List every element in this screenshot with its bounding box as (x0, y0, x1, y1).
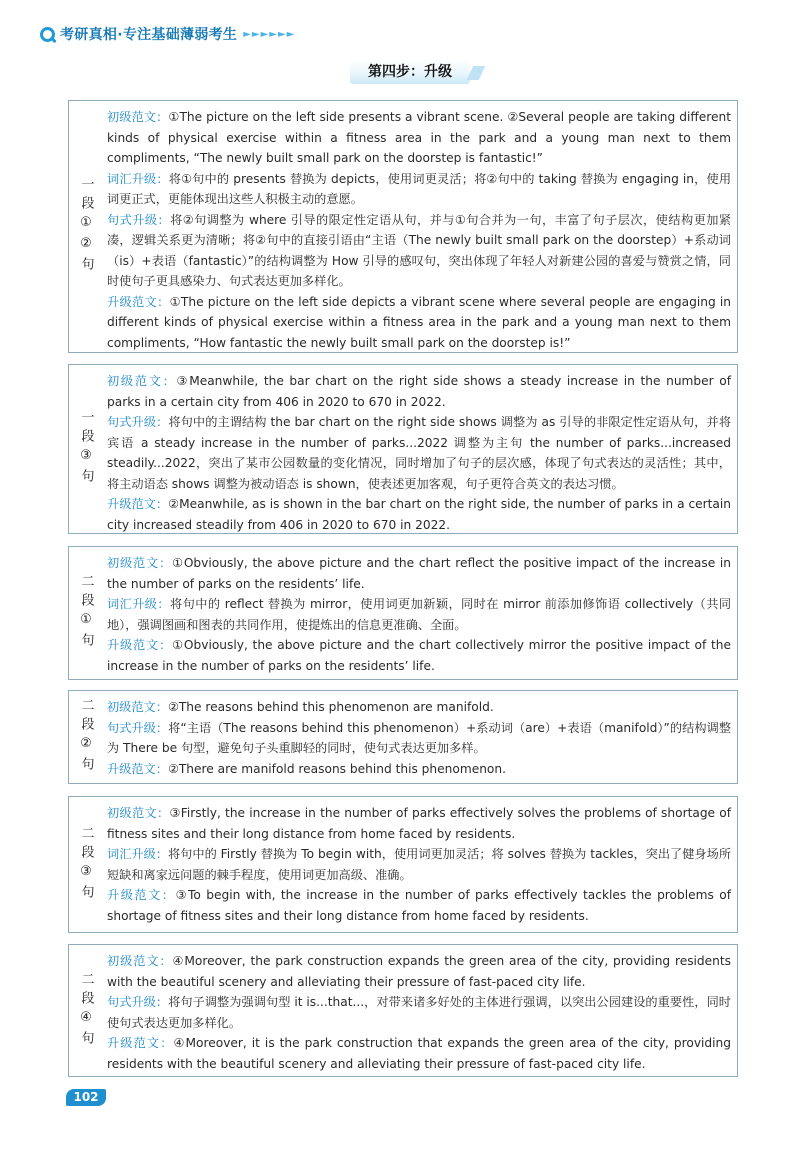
syntax-paragraph (107, 210, 731, 292)
paragraph-label: 词汇升级： (107, 847, 168, 861)
paragraph-text: 将②句调整为 where 引导的限定性定语从句，并与①句合并为一句，丰富了句子层次，使结构更加紧凑，逻辑关系更为清晰；将②句中的直接引语由“主语（The newly built small park on the doorstep）+系动词（is）+表语（fantastic）”的结构调整为 How 引导的感叹句，突出体现了年轻人对新建公园的喜爱与赞赏之情，同时使句子更具感染力、句式表达更加多样化。 (107, 212, 732, 288)
paragraph-text: ②The reasons behind this phenomenon are manifold. (167, 700, 494, 714)
paragraph-label: 词汇升级： (107, 171, 169, 186)
basic-paragraph (107, 697, 731, 718)
basic-paragraph (107, 803, 731, 844)
paragraph-text: 将①句中的 presents 替换为 depicts，使用词更灵活；将②句中的 taking 替换为 engaging in，使用词更正式，更能体现出这些人积极主动的意愿。 (107, 171, 732, 206)
paragraph-text: ②There are manifold reasons behind this phenomenon. (167, 761, 506, 776)
arrow-decoration: ►►►►►► (243, 28, 296, 40)
paragraph-label: 升级范文： (107, 294, 170, 309)
section-box (68, 100, 738, 353)
search-logo-icon (40, 27, 55, 42)
paragraph-label: 升级范文： (107, 761, 168, 776)
vocab-paragraph (107, 169, 731, 210)
paragraph-label: 升级范文： (107, 888, 176, 902)
section-position: 二段①句 (78, 574, 94, 652)
upgraded-paragraph (107, 885, 731, 926)
section-content (107, 371, 731, 535)
paragraph-text: ①The picture on the left side depicts a vibrant scene where several people are engaging in different kinds of physical exercise within a fitness area in the park and a young man next to them compliments, “How fantastic the newly built small park on the doorstep is!” (107, 294, 732, 350)
paragraph-text: ②Meanwhile, as is shown in the bar chart on the right side, the number of parks in a certain city increased steadily from 406 in 2020 to 670 in 2022. (107, 497, 732, 532)
section-side-label (69, 547, 103, 679)
upgraded-paragraph (107, 1033, 731, 1074)
paragraph-label: 句式升级： (107, 212, 171, 227)
section-position: 一段①②句 (78, 177, 94, 276)
section-box (68, 364, 738, 534)
section-box (68, 944, 738, 1077)
section-box (68, 690, 738, 784)
paragraph-label: 初级范文： (107, 700, 168, 714)
vocab-paragraph (107, 594, 731, 635)
upgraded-paragraph (107, 494, 731, 535)
basic-paragraph (107, 951, 731, 992)
paragraph-label: 升级范文： (107, 497, 169, 511)
paragraph-label: 句式升级： (107, 415, 169, 429)
paragraph-text: ①Obviously, the above picture and the chart collectively mirror the positive impact of the increase in the number of parks on the residents’ life. (107, 638, 732, 673)
section-side-label (69, 797, 103, 932)
paragraph-label: 初级范文： (107, 954, 173, 968)
section-position: 一段③句 (78, 410, 94, 488)
section-position: 二段④句 (78, 971, 94, 1050)
paragraph-label: 初级范文： (107, 806, 170, 820)
paragraph-text: ①Obviously, the above picture and the chart reflect the positive impact of the increase in the number of parks on the residents’ life. (107, 556, 732, 591)
syntax-paragraph (107, 992, 731, 1033)
basic-paragraph (107, 553, 731, 594)
paragraph-text: ③Firstly, the increase in the number of parks effectively solves the problems of shortage of fitness sites and their long distance from home faced by residents. (107, 806, 731, 841)
page-number: 102 (66, 1089, 106, 1106)
paragraph-text: 将句中的 reflect 替换为 mirror，使用词更加新颖，同时在 mirror 前添加修饰语 collectively（共同地），强调图画和图表的共同作用，使提炼出的信息更准确、全面。 (107, 597, 732, 632)
paragraph-text: ④Moreover, the park construction expands the green area of the city, providing residents with the beautiful scenery and alleviating their pressure of fast-paced city life. (107, 954, 732, 989)
upgraded-paragraph (107, 292, 731, 354)
basic-paragraph (107, 107, 731, 169)
paragraph-text: 将句子调整为强调句型 it is...that...，对带来诸多好处的主体进行强调，以突出公园建设的重要性，同时使句式表达更加多样化。 (107, 995, 731, 1030)
paragraph-label: 初级范文： (107, 374, 177, 388)
paragraph-text: 将句中的主谓结构 the bar chart on the right side shows 调整为 as 引导的非限定性定语从句，并将宾语 a steady increase in the number of parks...2022 调整为主句 the number of parks...increased steadily...2022，突出了某市公园数量的变化情况，同时增加了句子的层次感，体现了句式表达的灵活性；其中，将主动语态 shows 调整为被动语态 is shown，使表述更加客观，句子更符合英文的表达习惯。 (107, 415, 732, 491)
paragraph-label: 句式升级： (107, 720, 169, 735)
paragraph-label: 升级范文： (107, 638, 173, 652)
section-content (107, 951, 731, 1074)
section-box (68, 796, 738, 933)
paragraph-text: ③To begin with, the increase in the number of parks effectively tackles the problems of shortage of fitness sites and their long distance from home faced by residents. (107, 888, 731, 923)
upgraded-paragraph (107, 635, 731, 676)
paragraph-label: 初级范文： (107, 110, 169, 124)
page-header (40, 22, 295, 46)
section-position: 二段③句 (78, 825, 94, 904)
section-content (107, 553, 731, 676)
basic-paragraph (107, 371, 731, 412)
section-position: 二段②句 (78, 698, 94, 776)
paragraph-text: ①The picture on the left side presents a vibrant scene. ②Several people are taking different kinds of physical exercise within a fitness area in the park and a young man next to them compliments, “The newly built small park on the doorstep is fantastic!” (107, 110, 731, 165)
section-content (107, 107, 731, 353)
section-box (68, 546, 738, 680)
section-side-label (69, 101, 103, 352)
upgraded-paragraph (107, 759, 731, 780)
paragraph-label: 句式升级： (107, 995, 169, 1009)
section-side-label (69, 365, 103, 533)
section-content (107, 803, 731, 926)
paragraph-label: 词汇升级： (107, 597, 171, 611)
section-content (107, 697, 731, 779)
section-side-label (69, 945, 103, 1076)
syntax-paragraph (107, 718, 731, 759)
step-title: 第四步：升级 (350, 60, 470, 84)
brand-title: 考研真相·专注基础薄弱考生 (60, 27, 238, 43)
section-side-label (69, 691, 103, 783)
paragraph-label: 初级范文： (107, 556, 173, 570)
paragraph-label: 升级范文： (107, 1036, 174, 1050)
vocab-paragraph (107, 844, 731, 885)
paragraph-text: 将句中的 Firstly 替换为 To begin with，使用词更加灵活；将 solves 替换为 tackles，突出了健身场所短缺和离家远问题的棘手程度，使用词更加高级、准确。 (107, 847, 732, 882)
paragraph-text: ④Moreover, it is the park construction that expands the green area of the city, providing residents with the beautiful scenery and alleviating their pressure of fast-paced city life. (107, 1036, 732, 1071)
paragraph-text: 将“主语（The reasons behind this phenomenon）+系动词（are）+表语（manifold）”的结构调整为 There be 句型，避免句子头重脚轻的同时，使句式表达更加多样。 (107, 720, 732, 755)
syntax-paragraph (107, 412, 731, 494)
paragraph-text: ③Meanwhile, the bar chart on the right side shows a steady increase in the number of parks in a certain city from 406 in 2020 to 670 in 2022. (107, 374, 732, 409)
